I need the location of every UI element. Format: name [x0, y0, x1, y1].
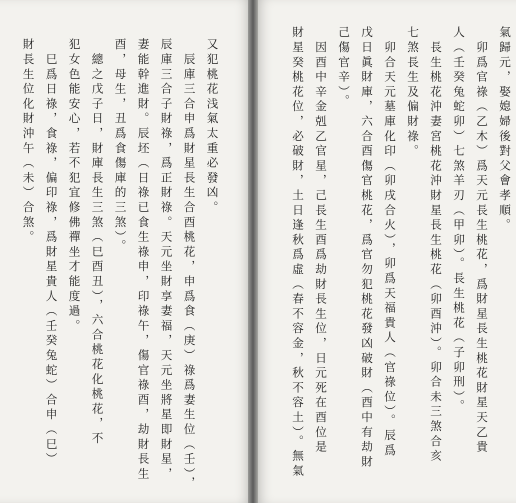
text-column: 因酉中辛金剋乙官星，己長生酉爲劫財長生位，日元死在酉位是 — [314, 26, 328, 456]
text-column: 氣歸元，娶媳婦後對父會孝順。 — [498, 26, 512, 234]
text-column: 卯爲官祿（乙木）爲天元長生桃花，爲財星長生桃花財星天乙貴 — [475, 26, 489, 456]
text-column: 總之戊子日，財庫長生三煞（巳酉丑），六合桃花化桃花，不 — [90, 38, 105, 447]
text-column: 犯女色能安心，若不犯宜修佛禪坐才能度過。 — [67, 38, 82, 334]
text-column: 巳爲日祿，食祿，偏印祿，爲財星貴人（壬癸兔蛇）合申（巳） — [44, 38, 59, 468]
book-gutter — [248, 0, 258, 503]
text-column: 辰庫三合子財祿，爲正財祿。天元坐財享妻福，天元坐將星即財星， — [159, 38, 174, 482]
text-column: 又犯桃花浅氣太重必發凶。 — [205, 38, 220, 216]
text-column: 卯合天元墓庫化印（卯戌合火），卯爲天福貴人（官祿位）。辰爲 — [383, 26, 397, 459]
right-page — [256, 0, 516, 503]
text-column: 辰庫三合申爲財星長生合酉桃花，申爲食（庚）祿爲妻生位（壬）， — [182, 38, 197, 491]
text-column: 戊日眞財庫，六合酉傷官桃花，爲官勿犯桃花發凶破財（酉中有劫財 — [360, 26, 374, 470]
text-column: 財星癸桃花位，必破財，土日逢秋爲虛（春不容金，秋不容土）。無氣 — [291, 26, 305, 479]
text-column: 酉，母生，丑爲食傷庫的三煞）。 — [113, 38, 128, 255]
text-column: 長生桃花沖妻宮桃花沖財星長生桃花（卯酉沖）。卯合未三煞合亥 — [429, 26, 443, 465]
text-column: 人（壬癸兔蛇卯）七煞羊刃（甲卯）。長生桃花（子卯刑）。 — [452, 26, 466, 414]
text-column: 己傷官辛）。 — [337, 26, 351, 109]
text-column: 妻能幹進財。辰坯（日祿已食生祿申，印祿午，傷官祿酉，劫財長生 — [136, 38, 151, 482]
text-column: 財長生位化財沖午（未）合煞。 — [21, 38, 36, 246]
text-column: 七煞長生及偏財祿。 — [406, 26, 420, 160]
left-page — [0, 0, 252, 503]
